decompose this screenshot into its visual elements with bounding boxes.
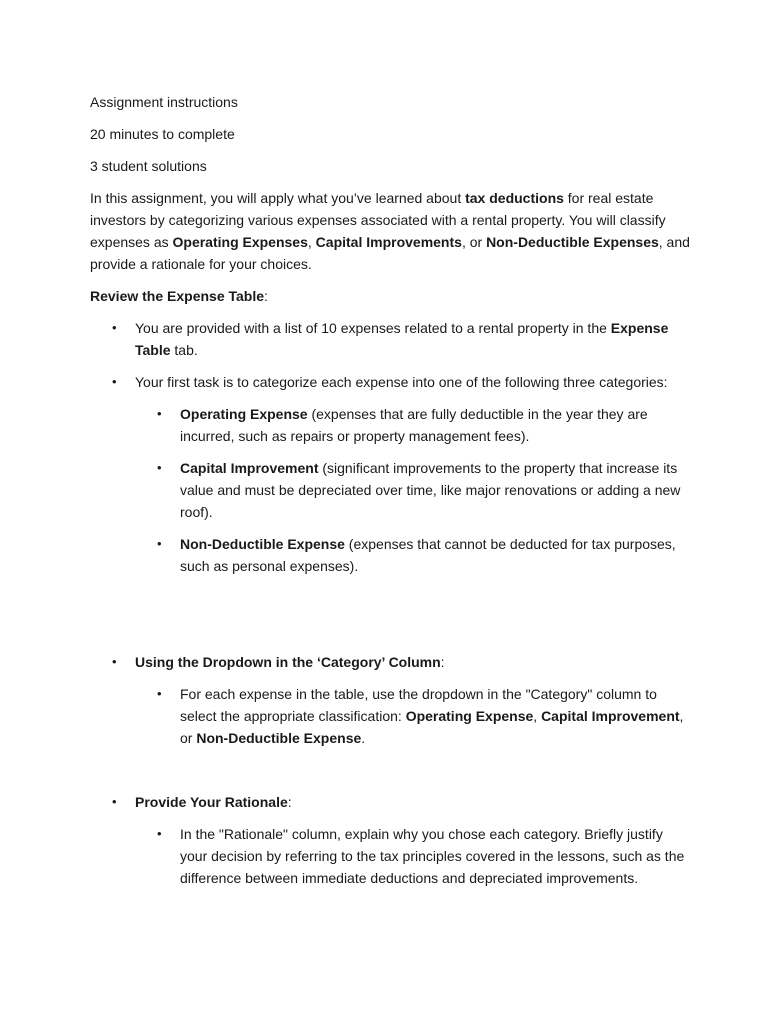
- intro-bold-nondeductible: Non-Deductible Expenses: [486, 234, 659, 250]
- dropdown-bold-capital: Capital Improvement: [541, 708, 680, 724]
- list-item: [90, 317, 690, 361]
- intro-text-1: In this assignment, you will apply what you’ve learned about: [90, 190, 466, 206]
- intro-paragraph: [90, 187, 690, 275]
- intro-text-2: for real estate investors by categorizing various expenses associated with a rental property. You will classify expenses as: [90, 190, 666, 250]
- dropdown-instruction: [180, 683, 690, 749]
- category-nondeductible: [180, 533, 690, 577]
- review-item-2: • Your first task is to categorize each expense into one of the following three categories:: [135, 371, 690, 393]
- category-operating-desc: (expenses that are fully deductible in the year they are incurred, such as repairs or property management fees).: [180, 406, 648, 444]
- rationale-instruction: • In the "Rationale" column, explain why you chose each category. Briefly justify your decision by referring to the tax principles covered in the lessons, such as the difference between immediate deductions and depreciated improvements.: [180, 823, 690, 889]
- list-item: [90, 533, 690, 577]
- rationale-list: [90, 791, 690, 889]
- list-item: [90, 823, 690, 889]
- dropdown-text-4: .: [361, 730, 366, 746]
- dropdown-heading: [135, 651, 690, 673]
- list-item: [90, 683, 690, 749]
- intro-text-5: , and provide a rationale for your choices.: [90, 234, 690, 272]
- review-heading-colon: :: [264, 288, 268, 304]
- rationale-heading-text: Provide Your Rationale: [135, 794, 288, 810]
- intro-text-4: , or: [461, 234, 487, 250]
- assignment-document: [90, 91, 690, 889]
- rationale-heading: [135, 791, 690, 813]
- assignment-title: Assignment instructions: [90, 94, 238, 110]
- solutions-count: 3 student solutions: [90, 158, 207, 174]
- dropdown-text-2: ,: [533, 708, 542, 724]
- list-item: [90, 457, 690, 523]
- intro-bold-tax-deductions: tax deductions: [465, 190, 564, 206]
- dropdown-heading-colon: :: [440, 654, 445, 670]
- category-capital-name: Capital Improvement: [180, 460, 319, 476]
- category-nondeductible-desc: (expenses that cannot be deducted for tax purposes, such as personal expenses).: [180, 536, 676, 574]
- dropdown-bold-nondeductible: Non-Deductible Expense: [196, 730, 362, 746]
- review-item-1-text-1: You are provided with a list of 10 expenses related to a rental property in the: [135, 320, 611, 336]
- review-heading: [90, 285, 690, 307]
- intro-text-3: ,: [307, 234, 316, 250]
- dropdown-bold-operating: Operating Expense: [405, 708, 534, 724]
- review-list: [90, 317, 690, 577]
- review-item-1: [135, 317, 690, 361]
- list-item: [90, 791, 690, 813]
- dropdown-text-3: , or: [180, 708, 684, 746]
- intro-bold-operating: Operating Expenses: [172, 234, 308, 250]
- category-nondeductible-name: Non-Deductible Expense: [180, 536, 345, 552]
- category-capital: [180, 457, 690, 523]
- category-operating-name: Operating Expense: [180, 406, 308, 422]
- dropdown-text-1: For each expense in the table, use the dropdown in the "Category" column to select the appropriate classification:: [180, 686, 657, 724]
- duration-text: 20 minutes to complete: [90, 126, 235, 142]
- category-capital-desc: (significant improvements to the property that increase its value and must be depreciated over time, like major renovations or adding a new roof).: [180, 460, 681, 520]
- list-item: [90, 403, 690, 447]
- review-heading-text: Review the Expense Table: [90, 288, 265, 304]
- rationale-heading-colon: :: [287, 794, 292, 810]
- dropdown-list: [90, 651, 690, 749]
- dropdown-heading-text: Using the Dropdown in the ‘Category’ Column: [135, 654, 441, 670]
- intro-bold-capital: Capital Improvements: [315, 234, 462, 250]
- list-item: [90, 371, 690, 393]
- category-operating: [180, 403, 690, 447]
- review-item-1-text-2: tab.: [170, 342, 198, 358]
- review-item-1-bold: Expense Table: [135, 320, 669, 358]
- list-item: [90, 651, 690, 673]
